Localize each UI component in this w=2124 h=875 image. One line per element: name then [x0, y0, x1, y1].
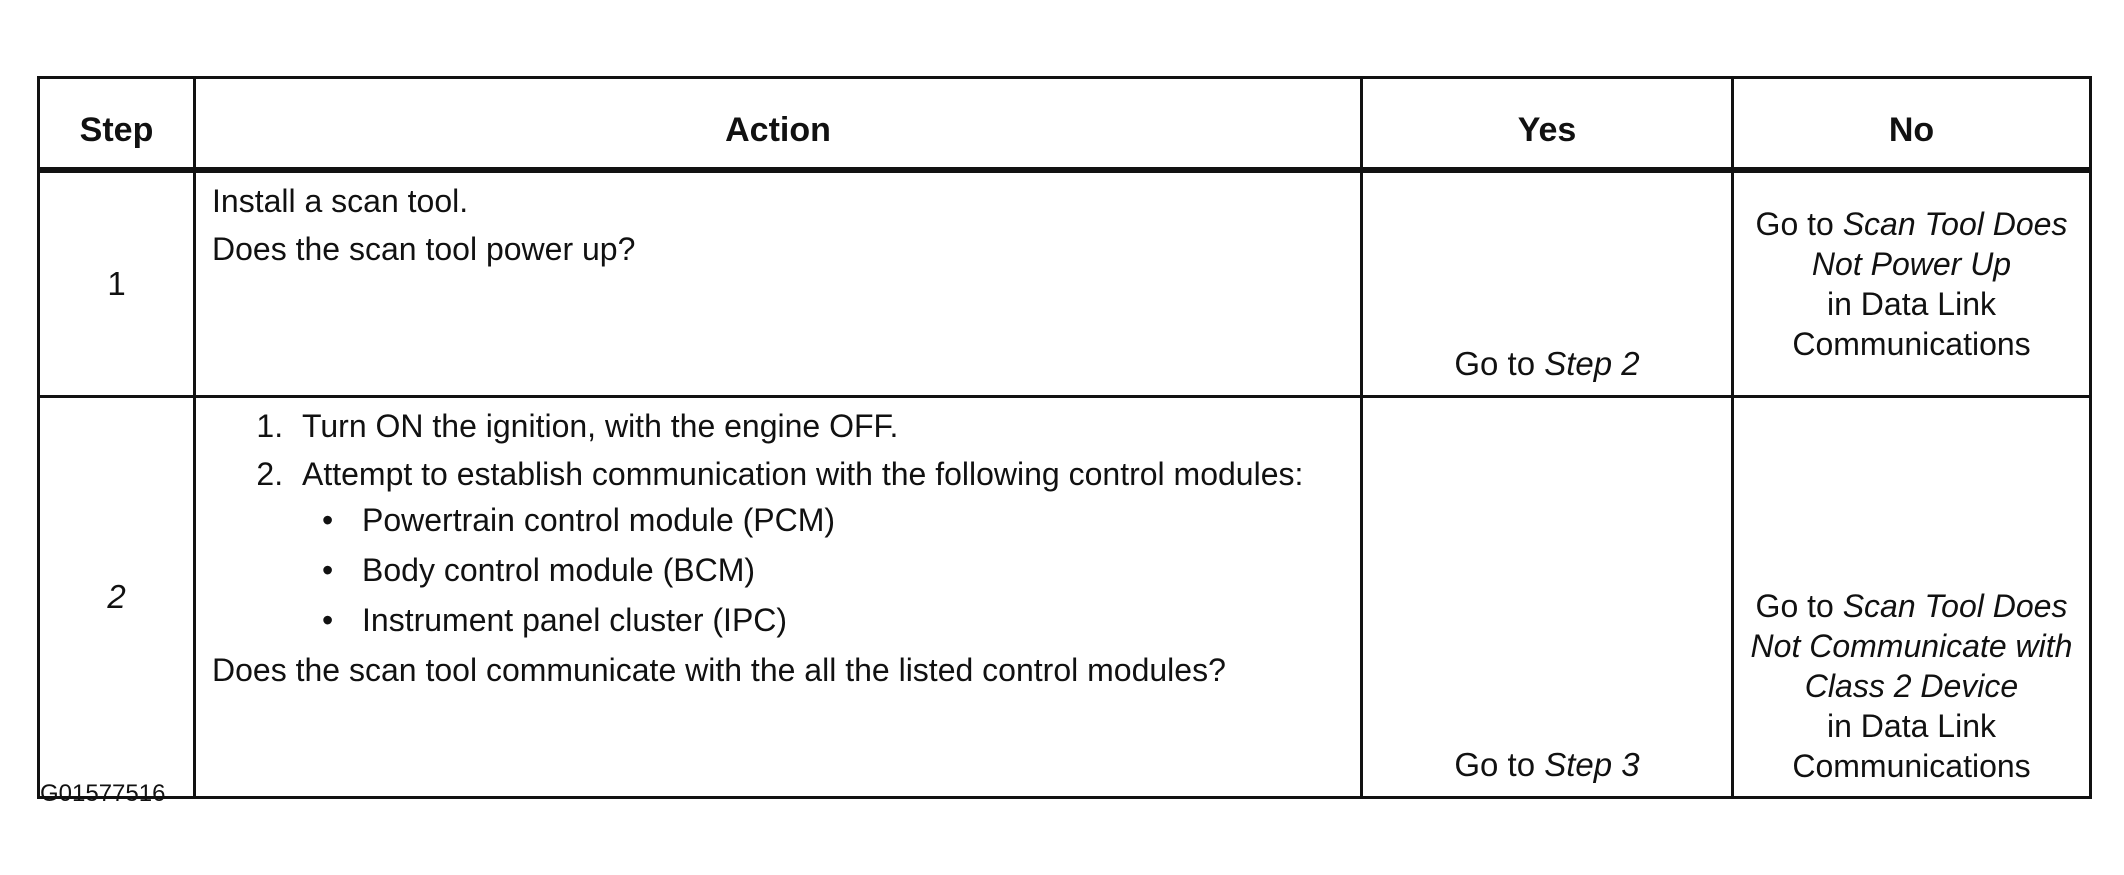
no-reference-link: Scan Tool Does Not Communicate with Class 2 Device [1750, 588, 2073, 704]
module-name: Body control module (BCM) [362, 552, 756, 588]
no-prefix: Go to [1755, 206, 1843, 242]
module-bullet-list [302, 500, 1344, 640]
header-action: Action [195, 78, 1362, 171]
yes-cell [1362, 170, 1733, 397]
action-cell [195, 397, 1362, 798]
diagnostic-table [37, 76, 2092, 799]
table-row [39, 397, 2091, 798]
no-reference-link: Scan Tool Does Not Power Up [1811, 206, 2068, 282]
module-bullet-item [322, 500, 1344, 540]
bullet-icon: • [322, 552, 334, 588]
action-instruction: Install a scan tool. [212, 183, 469, 219]
table-header-row [39, 78, 2091, 171]
yes-prefix: Go to [1454, 746, 1545, 783]
action-question: Does the scan tool power up? [212, 231, 636, 267]
no-suffix: in Data Link Communications [1792, 708, 2031, 784]
action-step-list [212, 406, 1344, 640]
header-yes: Yes [1362, 78, 1733, 171]
action-step-item: 1. Turn ON the ignition, with the engine OFF. [292, 406, 1344, 446]
action-cell [195, 170, 1362, 397]
yes-step-link: Step 3 [1544, 746, 1640, 783]
step-number: 2 [39, 397, 195, 798]
bullet-icon: • [322, 602, 334, 638]
yes-step-link: Step 2 [1544, 345, 1640, 382]
yes-prefix: Go to [1454, 345, 1545, 382]
module-bullet-item [322, 600, 1344, 640]
yes-cell [1362, 397, 1733, 798]
no-cell [1733, 397, 2091, 798]
action-question: Does the scan tool communicate with the all the listed control modules? [212, 652, 1226, 688]
no-suffix: in Data Link Communications [1792, 286, 2031, 362]
table-row [39, 170, 2091, 397]
module-name: Instrument panel cluster (IPC) [362, 602, 788, 638]
step-number: 1 [39, 170, 195, 397]
module-name: Powertrain control module (PCM) [362, 502, 836, 538]
header-step: Step [39, 78, 195, 171]
header-no: No [1733, 78, 2091, 171]
no-prefix: Go to [1755, 588, 1843, 624]
action-step-item [292, 454, 1344, 640]
no-cell [1733, 170, 2091, 397]
bullet-icon: • [322, 502, 334, 538]
module-bullet-item [322, 550, 1344, 590]
action-step-text: Attempt to establish communication with the following control modules: [302, 456, 1304, 492]
figure-id: G01577516 [40, 780, 166, 807]
